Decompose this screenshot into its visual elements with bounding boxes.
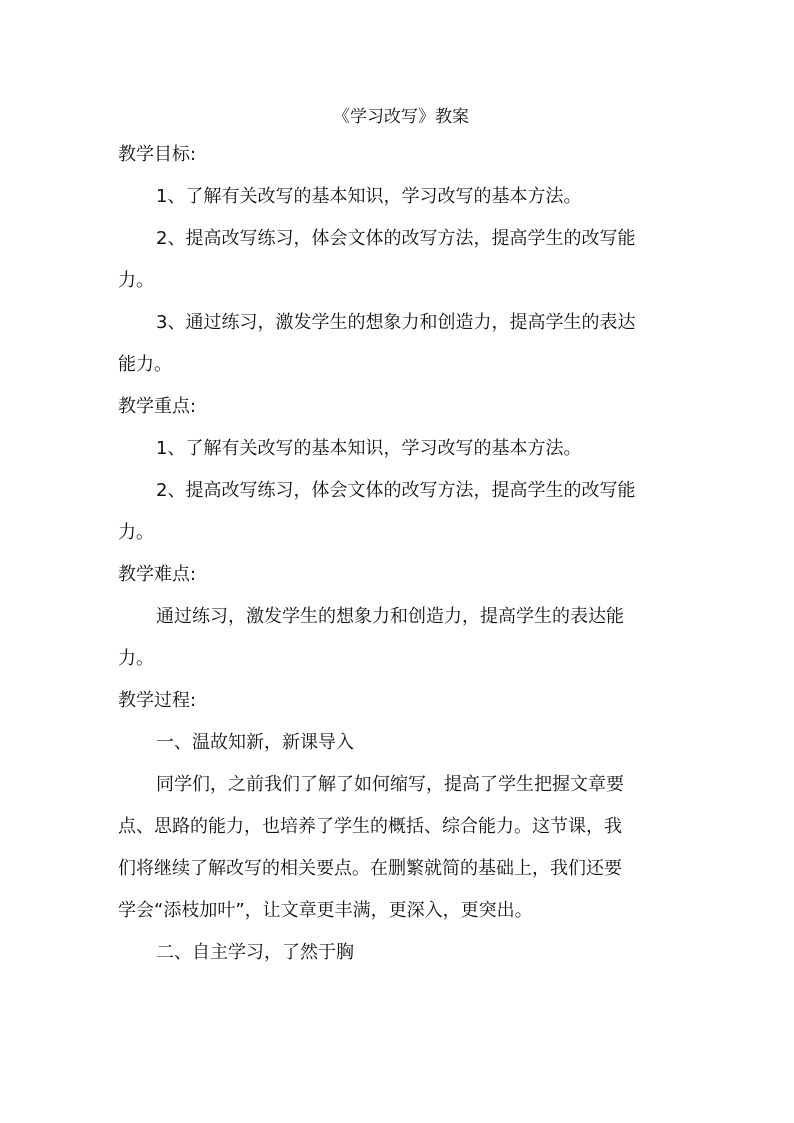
goal-1: 1、了解有关改写的基本知识，学习改写的基本方法。 <box>156 186 582 207</box>
key-point-2-line-2: 力。 <box>118 522 154 543</box>
difficult-points-heading: 教学难点: <box>118 564 197 585</box>
goal-2-line-2: 力。 <box>118 270 154 291</box>
key-point-2-line-1: 2、提高改写练习，体会文体的改写方法，提高学生的改写能 <box>156 480 636 501</box>
key-point-1: 1、了解有关改写的基本知识，学习改写的基本方法。 <box>156 438 582 459</box>
process-step-2: 二、自主学习，了然于胸 <box>156 942 354 963</box>
process-heading: 教学过程: <box>118 690 197 711</box>
process-paragraph-line-1: 同学们，之前我们了解了如何缩写，提高了学生把握文章要 <box>156 774 624 795</box>
process-paragraph-line-4: 学会“添枝加叶”，让文章更丰满，更深入，更突出。 <box>118 900 533 921</box>
goal-2-line-1: 2、提高改写练习，体会文体的改写方法，提高学生的改写能 <box>156 228 636 249</box>
process-step-1: 一、温故知新，新课导入 <box>156 732 354 753</box>
process-paragraph-line-2: 点、思路的能力，也培养了学生的概括、综合能力。这节课，我 <box>118 816 622 837</box>
process-paragraph-line-3: 们将继续了解改写的相关要点。在删繁就简的基础上，我们还要 <box>118 858 622 879</box>
difficult-point-line-2: 力。 <box>118 648 154 669</box>
document-title: 《学习改写》教案 <box>333 107 469 127</box>
goal-3-line-2: 能力。 <box>118 354 172 375</box>
difficult-point-line-1: 通过练习，激发学生的想象力和创造力，提高学生的表达能 <box>156 606 624 627</box>
key-points-heading: 教学重点: <box>118 396 197 417</box>
goal-3-line-1: 3、通过练习，激发学生的想象力和创造力，提高学生的表达 <box>156 312 636 333</box>
goals-heading: 教学目标: <box>118 144 197 165</box>
